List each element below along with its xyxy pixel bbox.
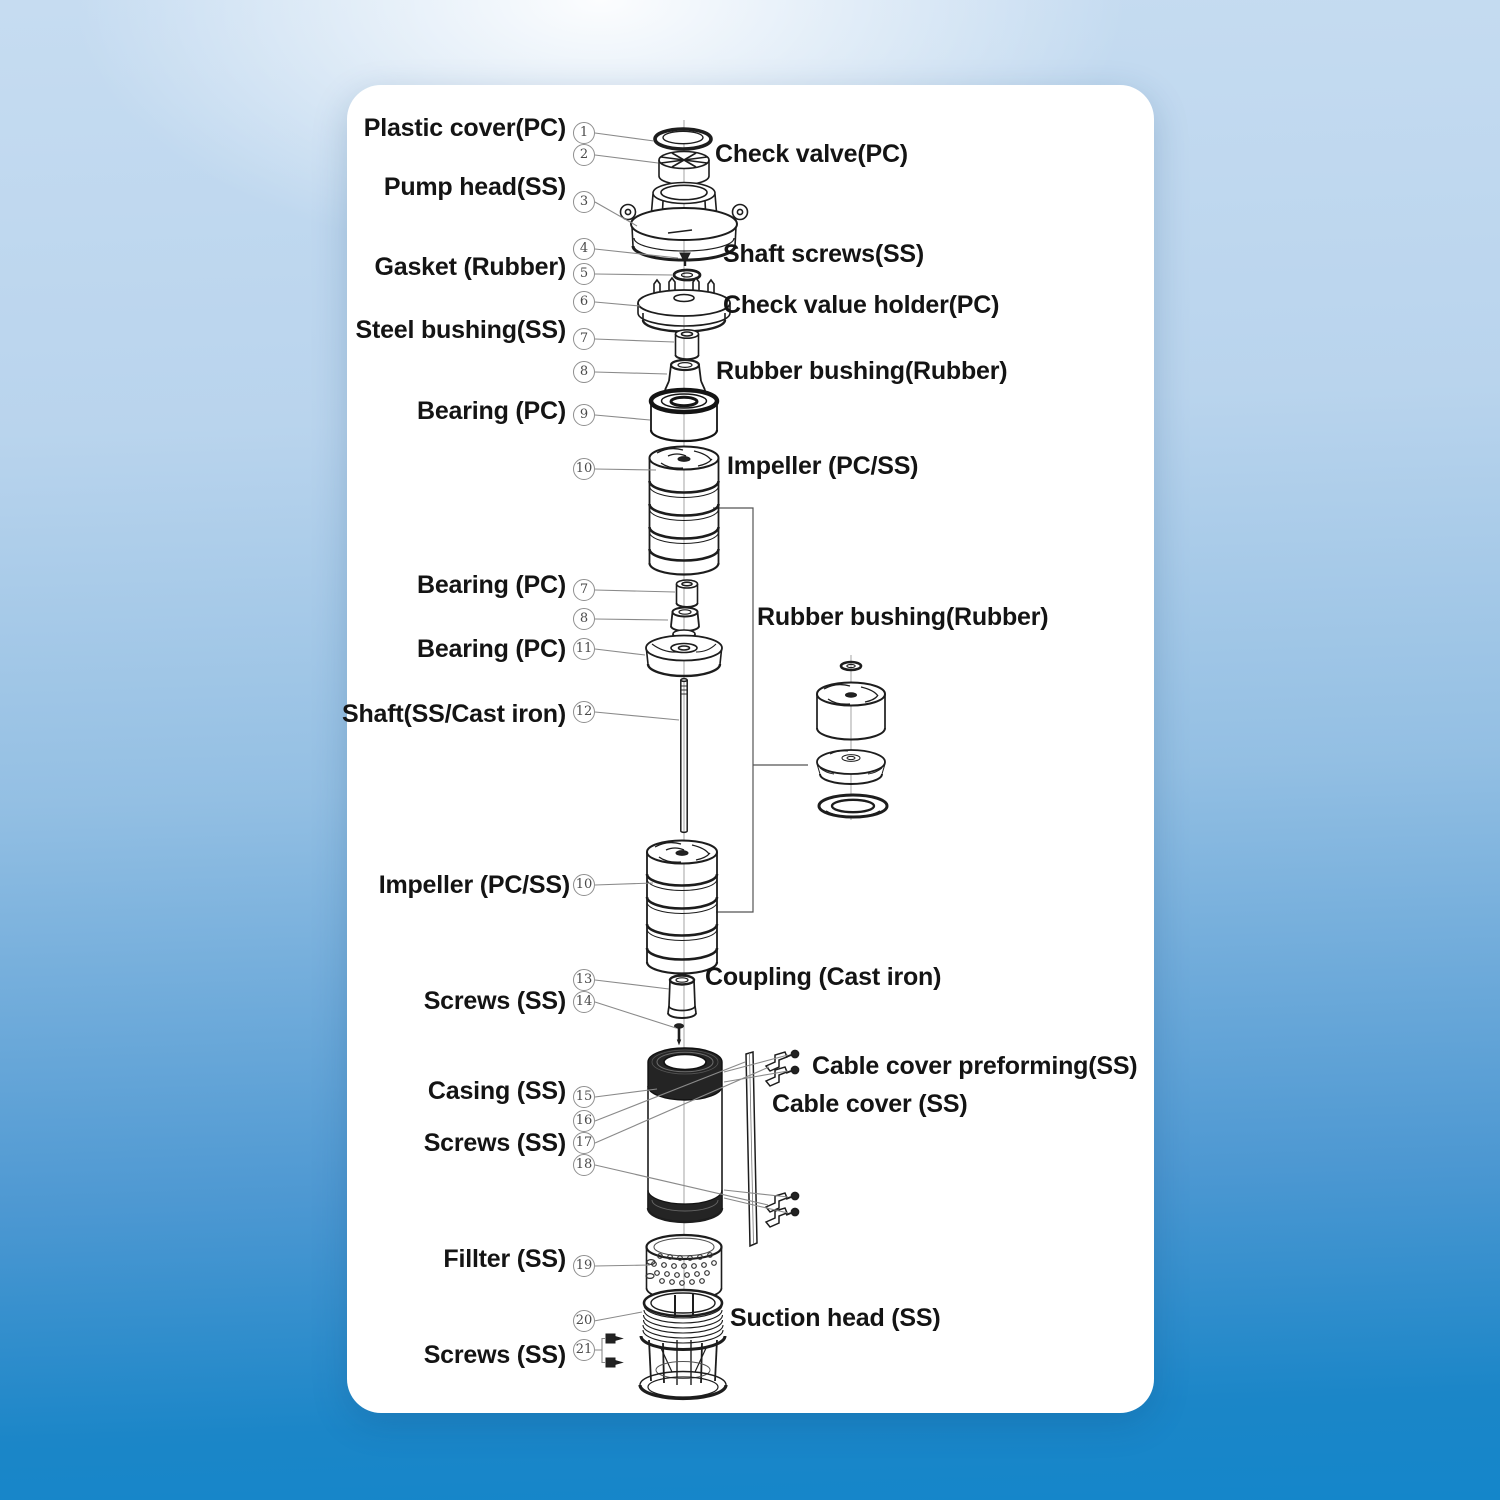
callout-16: 16 <box>573 1110 595 1132</box>
callout-20: 20 <box>573 1310 595 1332</box>
callout-14: 14 <box>573 991 595 1013</box>
callout-21: 21 <box>573 1339 595 1361</box>
callout-17: 17 <box>573 1132 595 1154</box>
callout-8: 8 <box>573 361 595 383</box>
callout-1: 1 <box>573 122 595 144</box>
callout-12: 12 <box>573 701 595 723</box>
label-shaft-screws: Shaft screws(SS) <box>723 240 925 268</box>
callout-2: 2 <box>573 144 595 166</box>
subassembly-parts <box>817 662 887 817</box>
subassembly-bracket <box>713 508 808 912</box>
callout-3: 3 <box>573 191 595 213</box>
callout-13: 13 <box>573 969 595 991</box>
label-cable-cover: Cable cover (SS) <box>772 1090 968 1118</box>
label-pump-head: Pump head(SS) <box>383 173 566 201</box>
label-casing: Casing (SS) <box>427 1077 566 1105</box>
callout-5: 5 <box>573 263 595 285</box>
label-check-valve: Check valve(PC) <box>715 140 908 168</box>
rubber-bushing-2-part <box>671 608 699 632</box>
label-screws-3: Screws (SS) <box>423 1341 566 1369</box>
label-filter: Fillter (SS) <box>443 1245 566 1273</box>
label-gasket: Gasket (Rubber) <box>374 253 566 281</box>
label-check-value-holder: Check value holder(PC) <box>723 291 1000 319</box>
label-shaft: Shaft(SS/Cast iron) <box>342 700 566 728</box>
label-suction-head: Suction head (SS) <box>730 1304 941 1332</box>
callout-10: 10 <box>573 458 595 480</box>
coupling-part <box>668 976 696 1019</box>
label-rubber-bushing: Rubber bushing(Rubber) <box>716 357 1008 385</box>
callout-10b: 10 <box>573 874 595 896</box>
callout-18: 18 <box>573 1154 595 1176</box>
callout-9: 9 <box>573 404 595 426</box>
callout-15: 15 <box>573 1086 595 1108</box>
cable-cover-part <box>746 1050 799 1246</box>
label-screws-1: Screws (SS) <box>423 987 566 1015</box>
label-bearing-2: Bearing (PC) <box>416 571 566 599</box>
steel-bushing-part <box>676 330 699 359</box>
callout-7: 7 <box>573 328 595 350</box>
label-impeller-1: Impeller (PC/SS) <box>727 452 919 480</box>
suction-head-part <box>640 1290 726 1399</box>
impeller-stack-2-part <box>647 841 717 974</box>
label-bearing-3: Bearing (PC) <box>416 635 566 663</box>
callout-6: 6 <box>573 291 595 313</box>
callout-11: 11 <box>573 638 595 660</box>
label-rubber-bushing-2: Rubber bushing(Rubber) <box>757 603 1049 631</box>
callout-8b: 8 <box>573 608 595 630</box>
label-impeller-2: Impeller (PC/SS) <box>378 871 570 899</box>
screws-21-part <box>595 1334 622 1367</box>
label-bearing-1: Bearing (PC) <box>416 397 566 425</box>
label-screws-2: Screws (SS) <box>423 1129 566 1157</box>
label-plastic-cover: Plastic cover(PC) <box>363 114 566 142</box>
callout-19: 19 <box>573 1255 595 1277</box>
casing-part <box>648 1048 722 1222</box>
label-coupling: Coupling (Cast iron) <box>705 963 942 991</box>
label-cable-cover-preforming: Cable cover preforming(SS) <box>812 1052 1138 1080</box>
callout-4: 4 <box>573 238 595 260</box>
screw-14-part <box>675 1024 684 1044</box>
label-steel-bushing: Steel bushing(SS) <box>355 316 566 344</box>
callout-7b: 7 <box>573 579 595 601</box>
bearing-2-part <box>677 580 698 607</box>
plastic-cover-part <box>655 129 711 149</box>
